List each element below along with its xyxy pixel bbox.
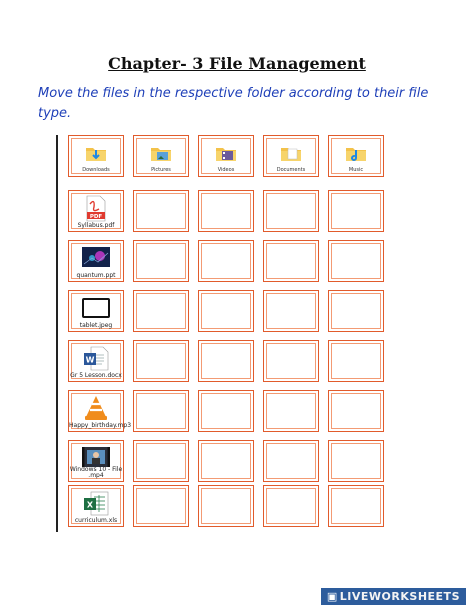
svg-text:X: X [86,500,94,510]
drop-zone-pictures[interactable] [133,190,189,232]
drop-zone-music[interactable] [328,440,384,482]
folder-pictures-cell[interactable] [133,135,189,177]
file-card[interactable] [68,340,124,382]
file-card[interactable] [68,390,132,432]
file-name-label: Gr 5 Lesson.docx [70,372,122,379]
file-card[interactable] [68,190,124,232]
folder-documents-icon [280,145,302,162]
pdf-icon [81,195,111,222]
page-title: Chapter- 3 File Management [108,54,366,73]
file-name-label: Happy_birthday.mp3 [69,422,132,429]
file-card[interactable] [68,440,124,482]
drop-zone-documents[interactable] [263,340,319,382]
left-border-line [56,135,58,532]
folder-music-icon [345,145,367,162]
drop-zone-music[interactable] [328,240,384,282]
drop-zone-videos[interactable] [198,290,254,332]
drop-zone-pictures[interactable] [133,485,189,527]
folder-videos-icon [215,145,237,162]
drop-zone-videos[interactable] [198,390,254,432]
folder-downloads-icon [85,145,107,162]
word-document-icon [81,345,111,372]
file-name-label: curriculum.xls [74,517,118,524]
drop-zone-pictures[interactable] [133,240,189,282]
file-name-label: Windows 10 - File .mp4 [69,466,123,479]
folder-music-cell[interactable] [328,135,384,177]
drop-zone-documents[interactable] [263,390,319,432]
folder-label: Pictures [151,167,171,173]
drop-zone-documents[interactable] [263,440,319,482]
folder-downloads-cell[interactable] [68,135,124,177]
drop-zone-pictures[interactable] [133,440,189,482]
svg-text:W: W [85,355,95,365]
drop-zone-music[interactable] [328,485,384,527]
drop-zone-pictures[interactable] [133,290,189,332]
liveworksheets-logo: ▣ LIVEWORKSHEETS [321,588,466,605]
drop-zone-music[interactable] [328,290,384,332]
folder-pictures-icon [150,145,172,162]
file-card[interactable] [68,240,124,282]
drop-zone-music[interactable] [328,390,384,432]
drop-zone-music[interactable] [328,190,384,232]
file-card[interactable] [68,485,124,527]
drop-zone-documents[interactable] [263,240,319,282]
drop-zone-videos[interactable] [198,240,254,282]
file-name-label: tablet.jpeg [79,322,113,329]
file-name-label: Syllabus.pdf [77,222,115,229]
folder-label: Music [348,167,364,173]
drop-zone-documents[interactable] [263,485,319,527]
excel-icon [81,490,111,517]
vlc-cone-icon [81,395,111,422]
folder-documents-cell[interactable] [263,135,319,177]
file-name-label: quantum.ppt [76,272,116,279]
file-card[interactable] [68,290,124,332]
drop-zone-videos[interactable] [198,340,254,382]
drop-zone-pictures[interactable] [133,390,189,432]
presentation-icon [81,245,111,272]
drop-zone-documents[interactable] [263,190,319,232]
drop-zone-pictures[interactable] [133,340,189,382]
svg-text:PDF: PDF [89,214,103,220]
folder-videos-cell[interactable] [198,135,254,177]
drop-zone-documents[interactable] [263,290,319,332]
drop-zone-videos[interactable] [198,440,254,482]
drop-zone-music[interactable] [328,340,384,382]
instruction-text: Move the files in the respective folder according to their file type. [38,86,429,121]
folder-label: Documents [276,167,306,173]
folder-label: Videos [217,167,235,173]
image-icon [81,295,111,322]
drop-zone-videos[interactable] [198,485,254,527]
drop-zone-videos[interactable] [198,190,254,232]
folder-label: Downloads [82,167,110,173]
